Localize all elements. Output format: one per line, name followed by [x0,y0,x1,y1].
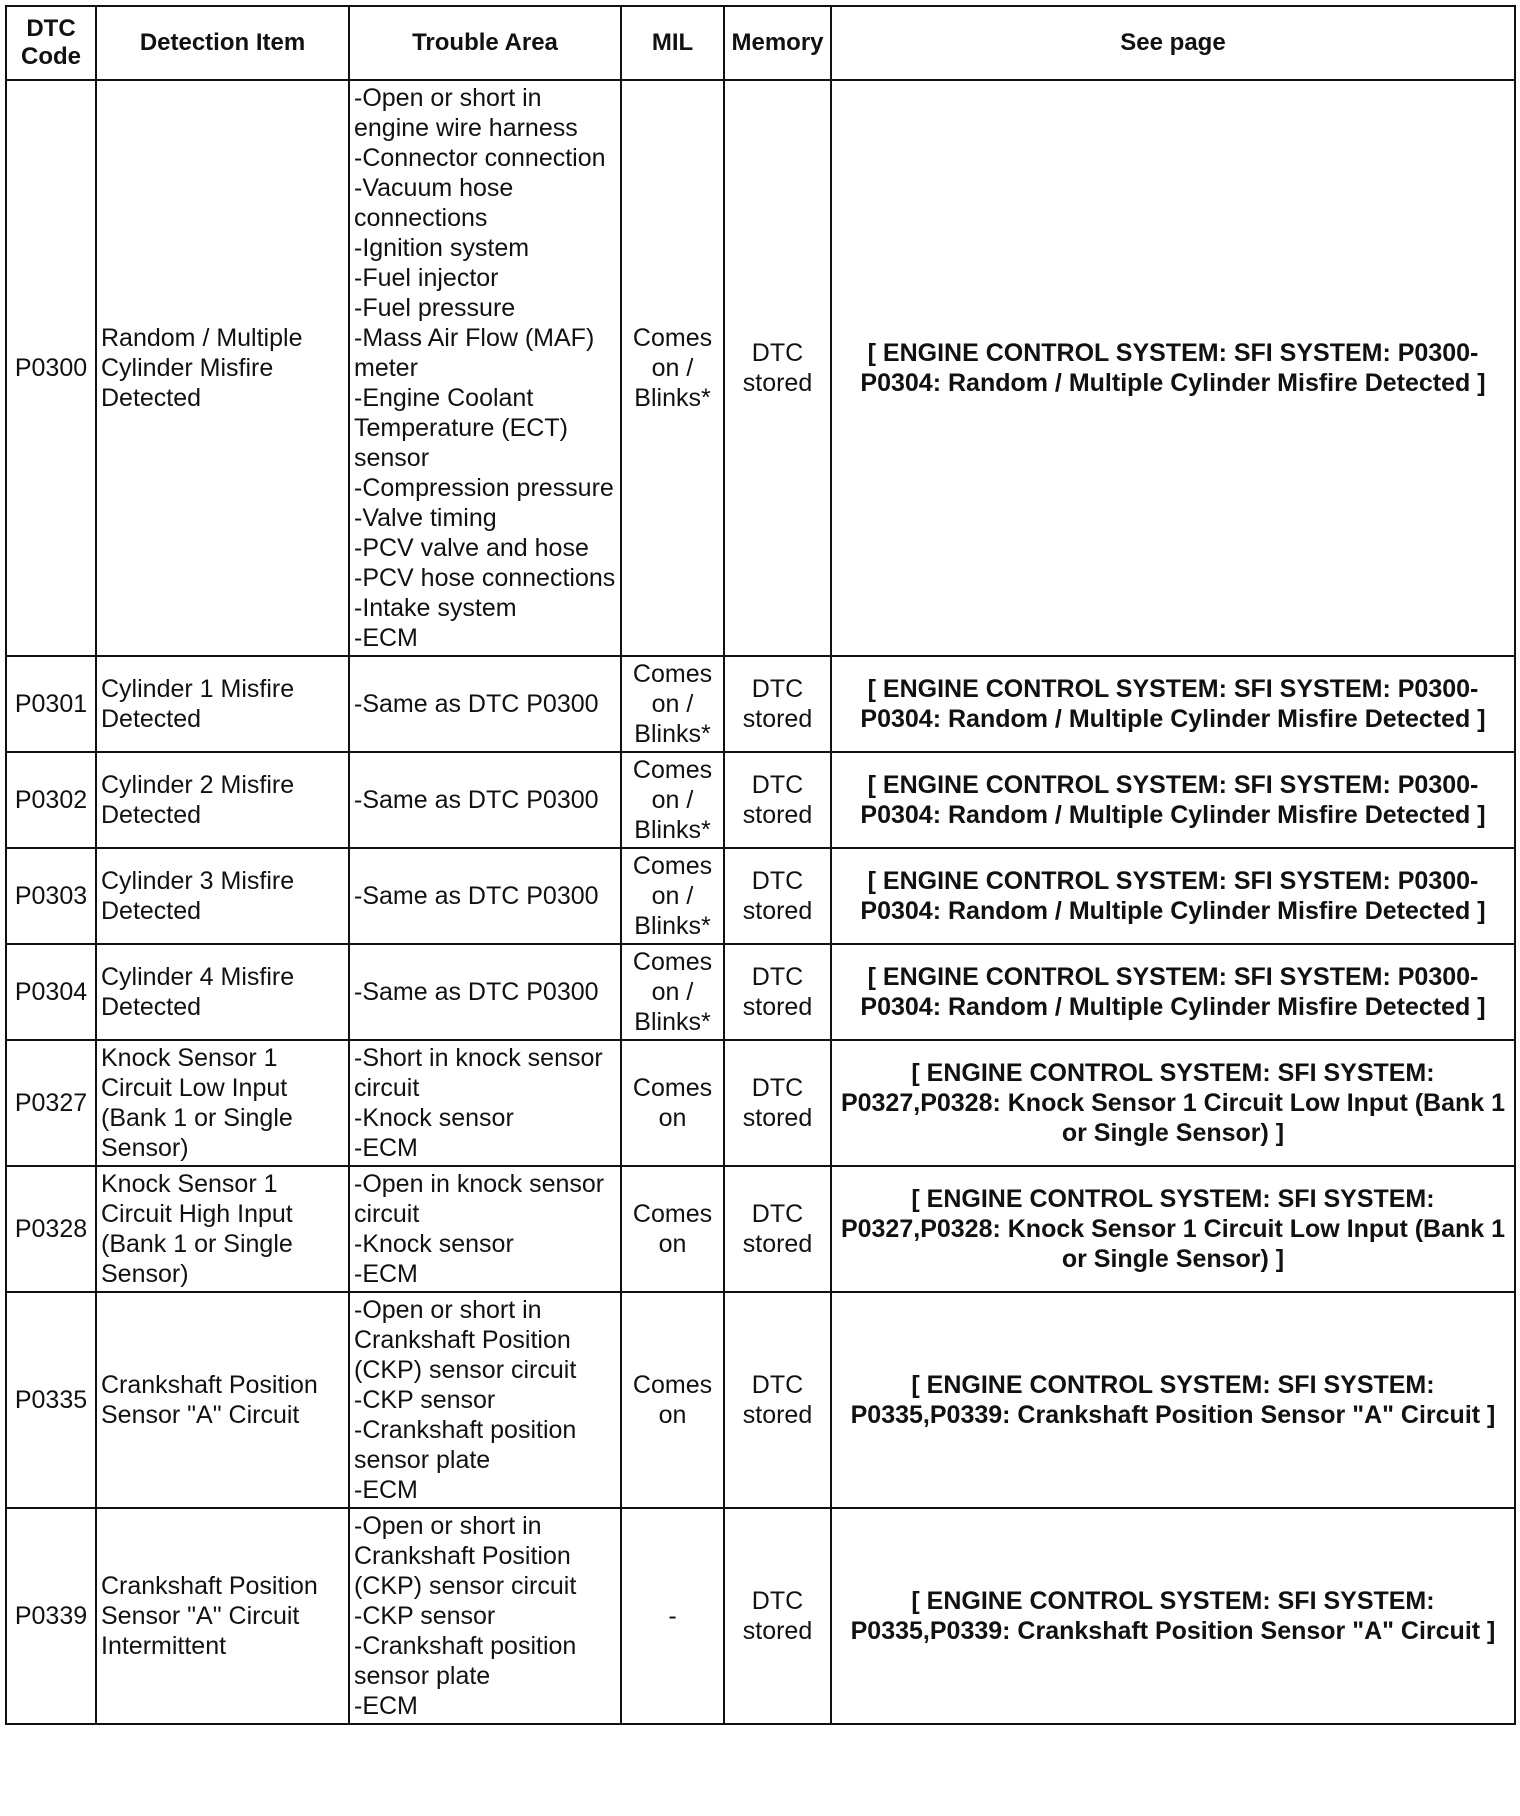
dtc-code-cell: P0328 [6,1166,96,1292]
see-page-cell: [ ENGINE CONTROL SYSTEM: SFI SYSTEM: P0300-P0304: Random / Multiple Cylinder Misfire Detected ] [831,752,1515,848]
trouble-area-line: -CKP sensor [354,1386,496,1414]
detection-item-cell: Knock Sensor 1 Circuit High Input (Bank 1 or Single Sensor) [96,1166,349,1292]
detection-item-cell: Cylinder 3 Misfire Detected [96,848,349,944]
dtc-table [5,5,1516,1725]
table-row [6,1040,1515,1166]
memory-cell: DTC stored [724,944,831,1040]
header-trouble-area: Trouble Area [349,6,621,80]
detection-item-cell: Cylinder 2 Misfire Detected [96,752,349,848]
see-page-cell: [ ENGINE CONTROL SYSTEM: SFI SYSTEM: P0335,P0339: Crankshaft Position Sensor "A" Circuit ] [831,1292,1515,1508]
dtc-code-cell: P0300 [6,80,96,656]
dtc-code-cell: P0302 [6,752,96,848]
see-page-cell: [ ENGINE CONTROL SYSTEM: SFI SYSTEM: P0327,P0328: Knock Sensor 1 Circuit Low Input (Bank 1 or Single Sensor) ] [831,1166,1515,1292]
dtc-code-cell: P0327 [6,1040,96,1166]
trouble-area-line: -Short in knock sensor circuit [354,1044,603,1102]
detection-item-cell: Cylinder 1 Misfire Detected [96,656,349,752]
dtc-code-cell: P0339 [6,1508,96,1724]
trouble-area-line: -Same as DTC P0300 [354,786,599,814]
mil-cell: Comes on / Blinks* [621,80,724,656]
trouble-area-line: -Same as DTC P0300 [354,690,599,718]
trouble-area-line: -Fuel pressure [354,294,516,322]
table-row [6,656,1515,752]
table-row [6,1292,1515,1508]
trouble-area-line: -Intake system [354,594,517,622]
trouble-area-line: -Open or short in Crankshaft Position (CKP) sensor circuit [354,1296,577,1384]
mil-cell: Comes on [621,1166,724,1292]
header-see-page: See page [831,6,1515,80]
table-row [6,80,1515,656]
trouble-area-line: -Open or short in Crankshaft Position (CKP) sensor circuit [354,1512,577,1600]
trouble-area-cell [349,1508,621,1724]
detection-item-cell: Crankshaft Position Sensor "A" Circuit [96,1292,349,1508]
trouble-area-line: -Vacuum hose connections [354,174,514,232]
header-memory: Memory [724,6,831,80]
trouble-area-cell [349,656,621,752]
memory-cell: DTC stored [724,1508,831,1724]
trouble-area-line: -CKP sensor [354,1602,496,1630]
table-row [6,752,1515,848]
detection-item-cell: Cylinder 4 Misfire Detected [96,944,349,1040]
see-page-cell: [ ENGINE CONTROL SYSTEM: SFI SYSTEM: P0300-P0304: Random / Multiple Cylinder Misfire Detected ] [831,80,1515,656]
table-row [6,944,1515,1040]
trouble-area-line: -Knock sensor [354,1104,514,1132]
trouble-area-line: -ECM [354,1692,418,1720]
memory-cell: DTC stored [724,848,831,944]
trouble-area-line: -Open or short in engine wire harness [354,84,578,142]
memory-cell: DTC stored [724,1040,831,1166]
trouble-area-line: -Crankshaft position sensor plate [354,1632,577,1690]
trouble-area-cell [349,944,621,1040]
memory-cell: DTC stored [724,752,831,848]
trouble-area-line: -Ignition system [354,234,530,262]
detection-item-cell: Knock Sensor 1 Circuit Low Input (Bank 1 or Single Sensor) [96,1040,349,1166]
table-row [6,1166,1515,1292]
trouble-area-cell [349,1292,621,1508]
mil-cell: Comes on / Blinks* [621,656,724,752]
header-row [6,6,1515,80]
see-page-cell: [ ENGINE CONTROL SYSTEM: SFI SYSTEM: P0335,P0339: Crankshaft Position Sensor "A" Circuit ] [831,1508,1515,1724]
trouble-area-line: -Knock sensor [354,1230,514,1258]
dtc-code-cell: P0335 [6,1292,96,1508]
see-page-cell: [ ENGINE CONTROL SYSTEM: SFI SYSTEM: P0300-P0304: Random / Multiple Cylinder Misfire Detected ] [831,848,1515,944]
memory-cell: DTC stored [724,656,831,752]
dtc-code-cell: P0304 [6,944,96,1040]
detection-item-cell: Random / Multiple Cylinder Misfire Detected [96,80,349,656]
detection-item-cell: Crankshaft Position Sensor "A" Circuit Intermittent [96,1508,349,1724]
trouble-area-line: -ECM [354,1134,418,1162]
trouble-area-line: -ECM [354,624,418,652]
header-detection-item: Detection Item [96,6,349,80]
mil-cell: Comes on [621,1040,724,1166]
dtc-code-cell: P0301 [6,656,96,752]
trouble-area-line: -Fuel injector [354,264,499,292]
trouble-area-line: -Mass Air Flow (MAF) meter [354,324,595,382]
memory-cell: DTC stored [724,80,831,656]
trouble-area-line: -ECM [354,1476,418,1504]
header-dtc-code: DTC Code [6,6,96,80]
table-row [6,848,1515,944]
mil-cell: Comes on [621,1292,724,1508]
see-page-cell: [ ENGINE CONTROL SYSTEM: SFI SYSTEM: P0300-P0304: Random / Multiple Cylinder Misfire Detected ] [831,656,1515,752]
see-page-cell: [ ENGINE CONTROL SYSTEM: SFI SYSTEM: P0300-P0304: Random / Multiple Cylinder Misfire Detected ] [831,944,1515,1040]
see-page-cell: [ ENGINE CONTROL SYSTEM: SFI SYSTEM: P0327,P0328: Knock Sensor 1 Circuit Low Input (Bank 1 or Single Sensor) ] [831,1040,1515,1166]
trouble-area-line: -Valve timing [354,504,497,532]
trouble-area-line: -Crankshaft position sensor plate [354,1416,577,1474]
trouble-area-cell [349,1040,621,1166]
trouble-area-cell [349,1166,621,1292]
dtc-code-cell: P0303 [6,848,96,944]
table-row [6,1508,1515,1724]
trouble-area-line: -Engine Coolant Temperature (ECT) sensor [354,384,568,472]
trouble-area-line: -Same as DTC P0300 [354,978,599,1006]
trouble-area-line: -PCV valve and hose [354,534,589,562]
trouble-area-cell [349,80,621,656]
trouble-area-line: -PCV hose connections [354,564,616,592]
mil-cell: Comes on / Blinks* [621,944,724,1040]
mil-cell: Comes on / Blinks* [621,752,724,848]
header-mil: MIL [621,6,724,80]
trouble-area-cell [349,848,621,944]
memory-cell: DTC stored [724,1166,831,1292]
trouble-area-line: -Connector connection [354,144,606,172]
trouble-area-line: -Same as DTC P0300 [354,882,599,910]
table-body [6,80,1515,1724]
mil-cell: Comes on / Blinks* [621,848,724,944]
trouble-area-line: -ECM [354,1260,418,1288]
memory-cell: DTC stored [724,1292,831,1508]
trouble-area-cell [349,752,621,848]
trouble-area-line: -Open in knock sensor circuit [354,1170,605,1228]
mil-cell: - [621,1508,724,1724]
trouble-area-line: -Compression pressure [354,474,614,502]
